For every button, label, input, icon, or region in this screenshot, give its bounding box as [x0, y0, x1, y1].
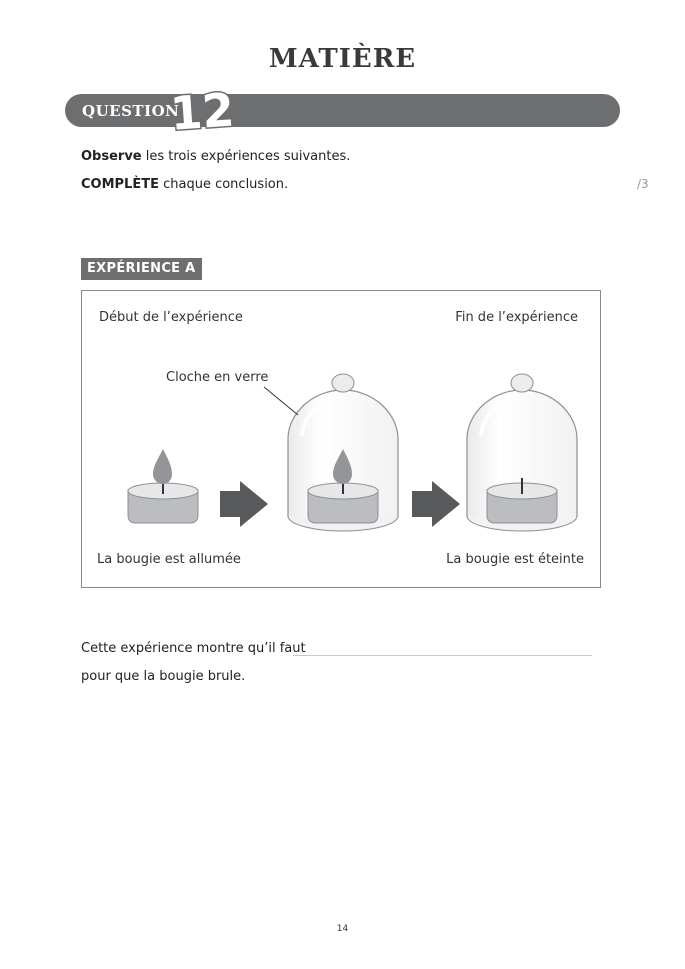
question-label: QUESTION — [82, 102, 180, 120]
page-title: MATIÈRE — [268, 44, 417, 74]
conclusion-text-end: pour que la bougie brule. — [81, 669, 246, 684]
question-number-badge — [168, 82, 236, 141]
start-label: Début de l’expérience — [99, 310, 243, 325]
score: /3 — [637, 177, 649, 191]
bell-label: Cloche en verre — [166, 370, 269, 385]
end-label: Fin de l’expérience — [455, 310, 578, 325]
bell-pointer-line — [264, 387, 298, 415]
page-number: 14 — [336, 924, 349, 934]
glass-bell-lit-icon — [288, 374, 398, 531]
candle-lit-icon — [128, 449, 198, 523]
question-number: 12 — [168, 82, 236, 141]
conclusion-text: Cette expérience montre qu’il faut — [81, 641, 306, 656]
experience-label: EXPÉRIENCE A — [81, 258, 202, 280]
out-caption: La bougie est éteinte — [446, 552, 584, 567]
experience-box — [81, 290, 601, 588]
glass-bell-out-icon — [467, 374, 577, 531]
instruction-observe: Observe les trois expériences suivantes. — [81, 149, 351, 164]
instruction-complete: COMPLÈTE chaque conclusion. — [81, 177, 289, 192]
lit-caption: La bougie est allumée — [97, 552, 241, 567]
arrow-right-icon — [220, 481, 268, 527]
answer-blank[interactable] — [293, 655, 592, 656]
experience-illustration — [82, 291, 600, 587]
arrow-right-icon — [412, 481, 460, 527]
